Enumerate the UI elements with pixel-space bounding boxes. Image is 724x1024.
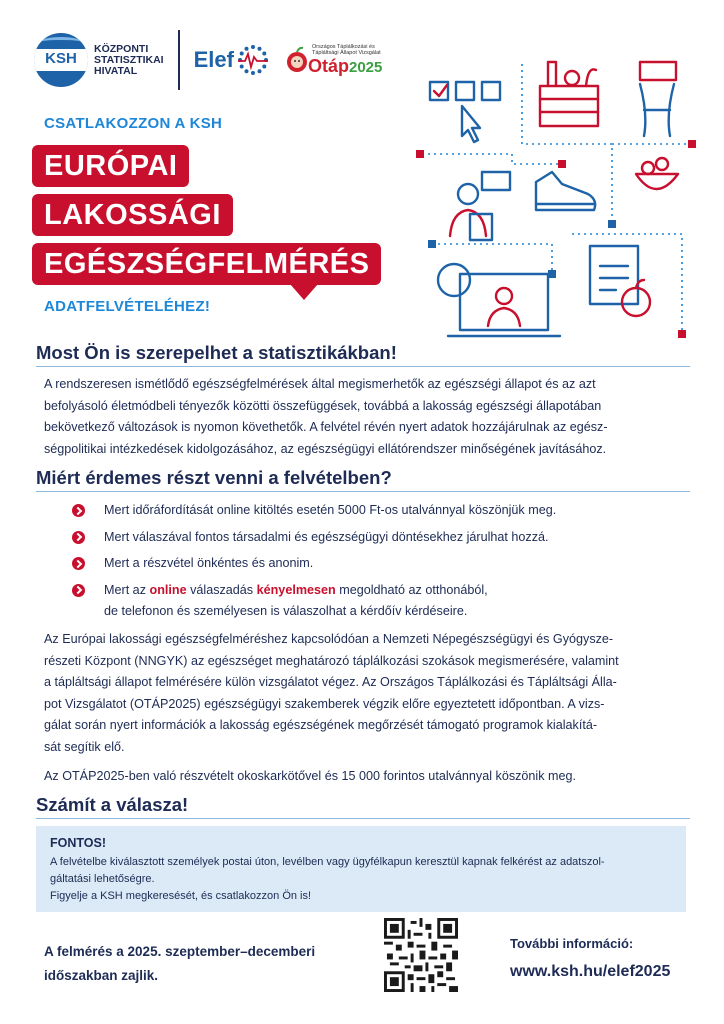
notice-title: FONTOS! xyxy=(50,836,107,850)
hero-title-line-2: LAKOSSÁGI xyxy=(32,194,233,236)
section3-heading: Számít a válasza! xyxy=(36,794,189,815)
elef-logo xyxy=(194,43,270,77)
ksh-logo[interactable] xyxy=(34,33,164,87)
hero-tag-top: CSATLAKOZZON A KSH xyxy=(44,115,223,132)
list-item: Mert válaszával fontos társadalmi és egészségügyi döntésekhez járulhat hozzá. xyxy=(72,527,672,549)
elef-wordmark: Elef xyxy=(193,47,234,72)
section1-heading: Most Ön is szerepelhet a statisztikákban! xyxy=(36,342,397,363)
list-item: Mert az online válaszadás kényelmesen megoldható az otthonából, de telefonon és személyesen is válaszolhat a kérdőív kérdéseire. xyxy=(72,580,672,623)
otap-reward-paragraph: Az OTÁP2025-ben való részvételt okoskarkötővel és 15 000 forintos utalvánnyal köszönik meg. xyxy=(44,769,577,783)
important-notice-box xyxy=(36,826,686,912)
section1-rule xyxy=(36,366,690,367)
chevron-right-icon xyxy=(72,557,85,570)
clipboard-apple-icon xyxy=(590,246,650,316)
chevron-right-icon xyxy=(72,504,85,517)
otap-wordmark: Otáp xyxy=(307,55,349,76)
eu-stars-icon xyxy=(236,43,270,77)
ksh-name: KÖZPONTI STATISZTIKAI HIVATAL xyxy=(94,42,164,77)
checklist-icon xyxy=(430,82,500,142)
list-item: Mert a részvétel önkéntes és anonim. xyxy=(72,553,672,575)
qr-code-icon[interactable] xyxy=(384,918,458,992)
survey-period: A felmérés a 2025. szeptember–decemberi időszakban zajlik. xyxy=(44,944,316,983)
section1-paragraph: A rendszeresen ismétlődő egészségfelmérések által megismerhetők az egészségi állapot és az azt befolyásoló életmódbeli tényezők közötti összefüggések, továbbá a lakosság egészségi állapotában bekövetkező változások is nyomon követhetők. A felvétel révén nyert adatok hozzájárulnak az egész- ségpolitikai intézkedések kidolgozásához, az egészségügyi ellátórendszer minőségének javításához. xyxy=(44,377,608,456)
nngyk-paragraph: Az Európai lakossági egészségfelméréshez kapcsolódóan a Nemzeti Népegészségügyi és Gyógysze- részeti Központ (NNGYK) az egészséget meghatározó táplálkozási szokások megismerésére, valamint a tápláltsági állapot felmérésére külön vizsgálatot végez. Az Országos Táplálkozási és Tápláltsági Álla- pot Vizsgálatot (OTÁP2025) egészségügyi szakemberek végzik előre egyeztetett időpontban. A vizs- gálat során nyert információk a lakosság egészségének megőrzését támogató programok kialakítá- sát segítik elő. xyxy=(44,632,619,754)
hero-title-line-1: EURÓPAI xyxy=(32,145,189,187)
body-measure-icon xyxy=(640,62,676,136)
section2-rule xyxy=(36,491,690,492)
shoe-icon xyxy=(536,172,595,210)
highlight-online: online xyxy=(149,582,187,597)
otap-year: 2025 xyxy=(348,58,383,76)
header-logos xyxy=(34,30,382,90)
apple-mascot-icon xyxy=(286,45,308,75)
logo-divider xyxy=(178,30,180,90)
more-info-label: További információ: xyxy=(510,936,634,951)
person-icon xyxy=(450,172,510,240)
chevron-right-icon xyxy=(72,531,85,544)
benefit-list xyxy=(72,500,672,628)
speech-tail xyxy=(290,284,318,300)
ksh-mark: KSH xyxy=(45,50,77,67)
hero-title-line-3: EGÉSZSÉGFELMÉRÉS xyxy=(32,243,381,285)
hero-tag-bottom: ADATFELVÉTELÉHEZ! xyxy=(44,298,211,315)
laptop-video-call-icon xyxy=(438,264,560,336)
list-item: Mert időráfordítását online kitöltés esetén 5000 Ft-os utalvánnyal köszönjük meg. xyxy=(72,500,672,522)
notice-text: A felvételbe kiválasztott személyek postai úton, levélben vagy ügyfélkapun keresztül kapnak felkérést az adatszol- gáltatási lehetőségre. Figyelje a KSH megkeresését, és csatlakozzon Ön is! xyxy=(50,856,605,902)
chevron-right-icon xyxy=(72,584,85,597)
ksh-emblem xyxy=(34,33,88,87)
section3-rule xyxy=(36,818,690,819)
more-info-link[interactable]: www.ksh.hu/elef2025 xyxy=(510,963,671,980)
otap-subtitle: Országos Táplálkozási és Tápláltsági Állapot Vizsgálat xyxy=(311,43,381,56)
more-info xyxy=(510,936,670,981)
grocery-crate-icon xyxy=(540,62,598,126)
highlight-convenient: kényelmesen xyxy=(256,582,336,597)
salad-bowl-icon xyxy=(636,158,678,189)
otap-logo xyxy=(286,44,382,77)
section2-heading: Miért érdemes részt venni a felvételben? xyxy=(36,467,392,488)
health-illustration xyxy=(412,44,702,344)
